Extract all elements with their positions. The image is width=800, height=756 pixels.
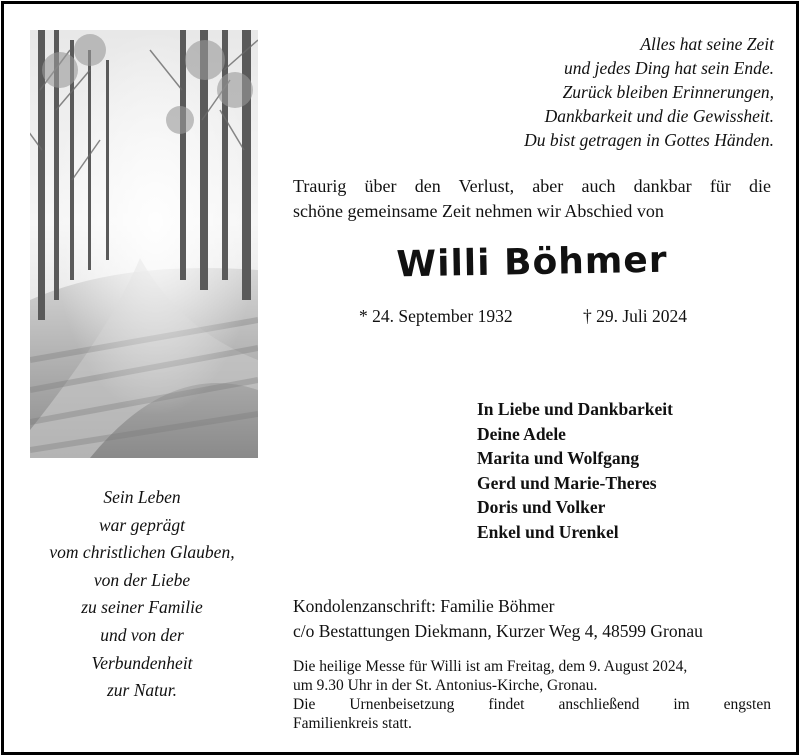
service-line: um 9.30 Uhr in der St. Antonius-Kirche, Gronau. (293, 677, 598, 694)
quote-line: und jedes Ding hat sein Ende. (564, 58, 774, 78)
family-line: Marita und Wolfgang (477, 448, 640, 469)
condolence-address (293, 594, 771, 644)
quote-line: Zurück bleiben Erinnerungen, (562, 82, 774, 102)
verse-line: vom christlichen Glauben, (49, 542, 235, 563)
service-line: Die Urnenbeisetzung findet anschließend im engsten (293, 696, 771, 713)
deceased-name: Willi Böhmer (396, 239, 668, 286)
verse-line: zu seiner Familie (81, 597, 203, 618)
verse-line: war geprägt (98, 514, 186, 535)
verse-line: Verbundenheit (91, 652, 193, 673)
obituary-notice (1, 1, 799, 755)
birth-date: * 24. September 1932 (359, 306, 513, 326)
service-line: Die heilige Messe für Willi ist am Freitag, dem 9. August 2024, (293, 658, 688, 675)
service-line: Familienkreis statt. (293, 715, 412, 732)
service-info (293, 657, 771, 733)
quote-line: Alles hat seine Zeit (640, 34, 774, 54)
verse-line: Sein Leben (103, 487, 181, 507)
verse-line: von der Liebe (93, 569, 191, 590)
intro-text (293, 174, 771, 224)
address-line: c/o Bestattungen Diekmann, Kurzer Weg 4, 48599 Gronau (293, 621, 703, 641)
intro-line: Traurig über den Verlust, aber auch dankbar für die (293, 176, 771, 196)
quote-line: Du bist getragen in Gottes Händen. (524, 130, 774, 150)
verse-line: und von der (100, 624, 184, 645)
address-line: Kondolenzanschrift: Familie Böhmer (293, 596, 555, 616)
family-line: Gerd und Marie-Theres (477, 472, 657, 493)
forest-path-photo (30, 30, 258, 458)
life-verse (14, 484, 270, 705)
family-line: Enkel und Urenkel (477, 521, 619, 542)
verse-line: zur Natur. (106, 680, 178, 701)
intro-line: schöne gemeinsame Zeit nehmen wir Abschied von (293, 201, 664, 221)
family-signature (477, 397, 673, 545)
quote-line: Dankbarkeit und die Gewissheit. (544, 106, 774, 126)
family-line: Doris und Volker (477, 497, 606, 518)
family-line: Deine Adele (477, 423, 566, 444)
family-line: In Liebe und Dankbarkeit (477, 399, 673, 419)
death-date: † 29. Juli 2024 (583, 306, 688, 326)
opening-quote (334, 32, 774, 152)
